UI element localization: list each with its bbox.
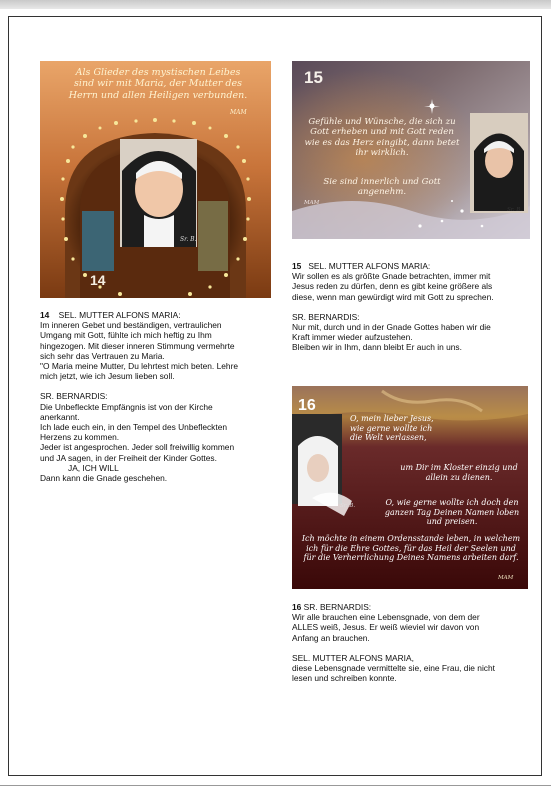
text-block-14 bbox=[40, 310, 272, 483]
text-14-line-1: Im inneren Gebet und beständigen, vertraulichen bbox=[40, 320, 222, 331]
text-15-para2-line-2: Kraft immer wieder aufzustehen. bbox=[292, 332, 413, 343]
image-16-caption-d: Ich möchte in einem Ordensstande leben, in welchem ich für die Ehre Gottes, für das Heil der Seelen und für die Verherrlichung Deines Namens arbeiten darf. bbox=[301, 534, 521, 563]
image-16-number: 16 bbox=[298, 397, 316, 414]
image-15-photo-credit: Sr. B. bbox=[507, 207, 523, 213]
text-14-heading-2: SR. BERNARDIS: bbox=[40, 391, 108, 402]
text-15-heading-2: SR. BERNARDIS: bbox=[292, 311, 360, 322]
text-14-number: 14 bbox=[40, 310, 50, 320]
image-14-caption: Als Glieder des mystischen Leibes sind wir mit Maria, der Mutter des Herrn und allen Heiligen verbunden. bbox=[68, 67, 248, 101]
viewer-top-bar bbox=[0, 0, 551, 9]
text-15-heading-line bbox=[292, 261, 528, 271]
text-15-heading: SEL. MUTTER ALFONS MARIA: bbox=[308, 261, 431, 271]
text-16-line-2: ALLES weiß, Jesus. Er weiß wieviel wir davon von bbox=[292, 622, 480, 633]
text-16-number: 16 bbox=[292, 602, 302, 612]
text-14-line-4: sich sehr das Vertrauen zu Maria. bbox=[40, 350, 165, 361]
text-14-line-6: mich jetzt, wie ich Jesum lieben soll. bbox=[40, 371, 175, 382]
image-card-16 bbox=[292, 386, 528, 589]
image-15-caption-b: Sie sind innerlich und Gott angenehm. bbox=[323, 177, 441, 198]
text-block-16 bbox=[292, 602, 528, 683]
text-15-line-3: diese, wenn man gewürdigt wird mit Gott zu sprechen. bbox=[292, 291, 494, 302]
image-16-caption-c: O, wie gerne wollte ich doch den ganzen Tag Deinen Namen loben und preisen. bbox=[384, 498, 520, 527]
text-block-15 bbox=[292, 261, 528, 353]
image-card-15 bbox=[292, 61, 530, 239]
text-16-heading-line bbox=[292, 602, 528, 612]
image-16-caption-a: O, mein lieber Jesus, wie gerne wollte ich die Welt verlassen, bbox=[350, 414, 434, 443]
image-card-14 bbox=[40, 61, 271, 298]
text-15-line-2: Jesus reden zu dürfen, denn es gibt keine größere als bbox=[292, 281, 493, 292]
text-14-heading: SEL. MUTTER ALFONS MARIA: bbox=[58, 310, 181, 320]
text-14-para2-line-5: Jeder ist angesprochen. Jeder soll freiwillig kommen bbox=[40, 442, 235, 453]
text-16-heading-2: SEL. MUTTER ALFONS MARIA, bbox=[292, 652, 414, 663]
text-14-para2-line-8: Dann kann die Gnade geschehen. bbox=[40, 473, 168, 484]
image-16-caption-b: um Dir im Kloster einzig und allein zu dienen. bbox=[400, 463, 518, 482]
text-16-line-3: Anfang an brauchen. bbox=[292, 632, 370, 643]
text-16-para2-line-1: diese Lebensgnade vermittelte sie, eine Frau, die nicht bbox=[292, 663, 495, 674]
image-15-signature: MAM bbox=[304, 200, 320, 206]
image-16-photo-credit: Sr. B. bbox=[340, 503, 356, 509]
image-14-signature: MAM bbox=[230, 109, 247, 116]
text-14-para2-line-7: JA, ICH WILL bbox=[68, 462, 119, 473]
image-14-number: 14 bbox=[90, 272, 106, 288]
text-14-para2-line-1: Die Unbefleckte Empfängnis ist von der Kirche bbox=[40, 401, 213, 412]
text-16-para2-line-2: lesen und schreiben konnte. bbox=[292, 673, 397, 684]
text-14-para2-line-6: und JA sagen, in der Freiheit der Kinder Gottes. bbox=[40, 452, 217, 463]
text-14-heading-line bbox=[40, 310, 272, 320]
text-14-para2-line-3: Ich lade euch ein, in den Tempel des Unbefleckten bbox=[40, 422, 228, 433]
text-15-number: 15 bbox=[292, 261, 302, 271]
text-15-para2-line-1: Nur mit, durch und in der Gnade Gottes haben wir die bbox=[292, 322, 491, 333]
text-14-para2-line-2: anerkannt. bbox=[40, 411, 80, 422]
text-14-line-2: Umgang mit Gott, fühlte ich mich heftig zu Ihm bbox=[40, 330, 212, 341]
text-16-heading: SR. BERNARDIS: bbox=[303, 602, 372, 612]
text-14-para2-line-4: Herzens zu kommen. bbox=[40, 432, 120, 443]
text-15-para2-line-3: Bleiben wir in Ihm, dann bleibt Er auch in uns. bbox=[292, 342, 462, 353]
image-14-photo-credit: Sr. B. bbox=[180, 236, 197, 243]
image-15-caption-a: Gefühle und Wünsche, die sich zu Gott erheben und mit Gott reden wie es das Herz eingibt, dann betet ihr wirklich. bbox=[304, 117, 460, 158]
image-16-signature: MAM bbox=[498, 575, 514, 581]
text-15-line-1: Wir sollen es als größte Gnade betrachten, immer mit bbox=[292, 271, 491, 282]
image-15-number: 15 bbox=[304, 68, 323, 87]
text-16-line-1: Wir alle brauchen eine Lebensgnade, von dem der bbox=[292, 612, 480, 623]
page-bottom-edge bbox=[0, 785, 551, 786]
text-14-line-5: "O Maria meine Mutter, Du lehrtest mich beten. Lehre bbox=[40, 361, 239, 372]
text-14-line-3: hingezogen. Mit dieser inneren Stimmung vermehrte bbox=[40, 340, 235, 351]
